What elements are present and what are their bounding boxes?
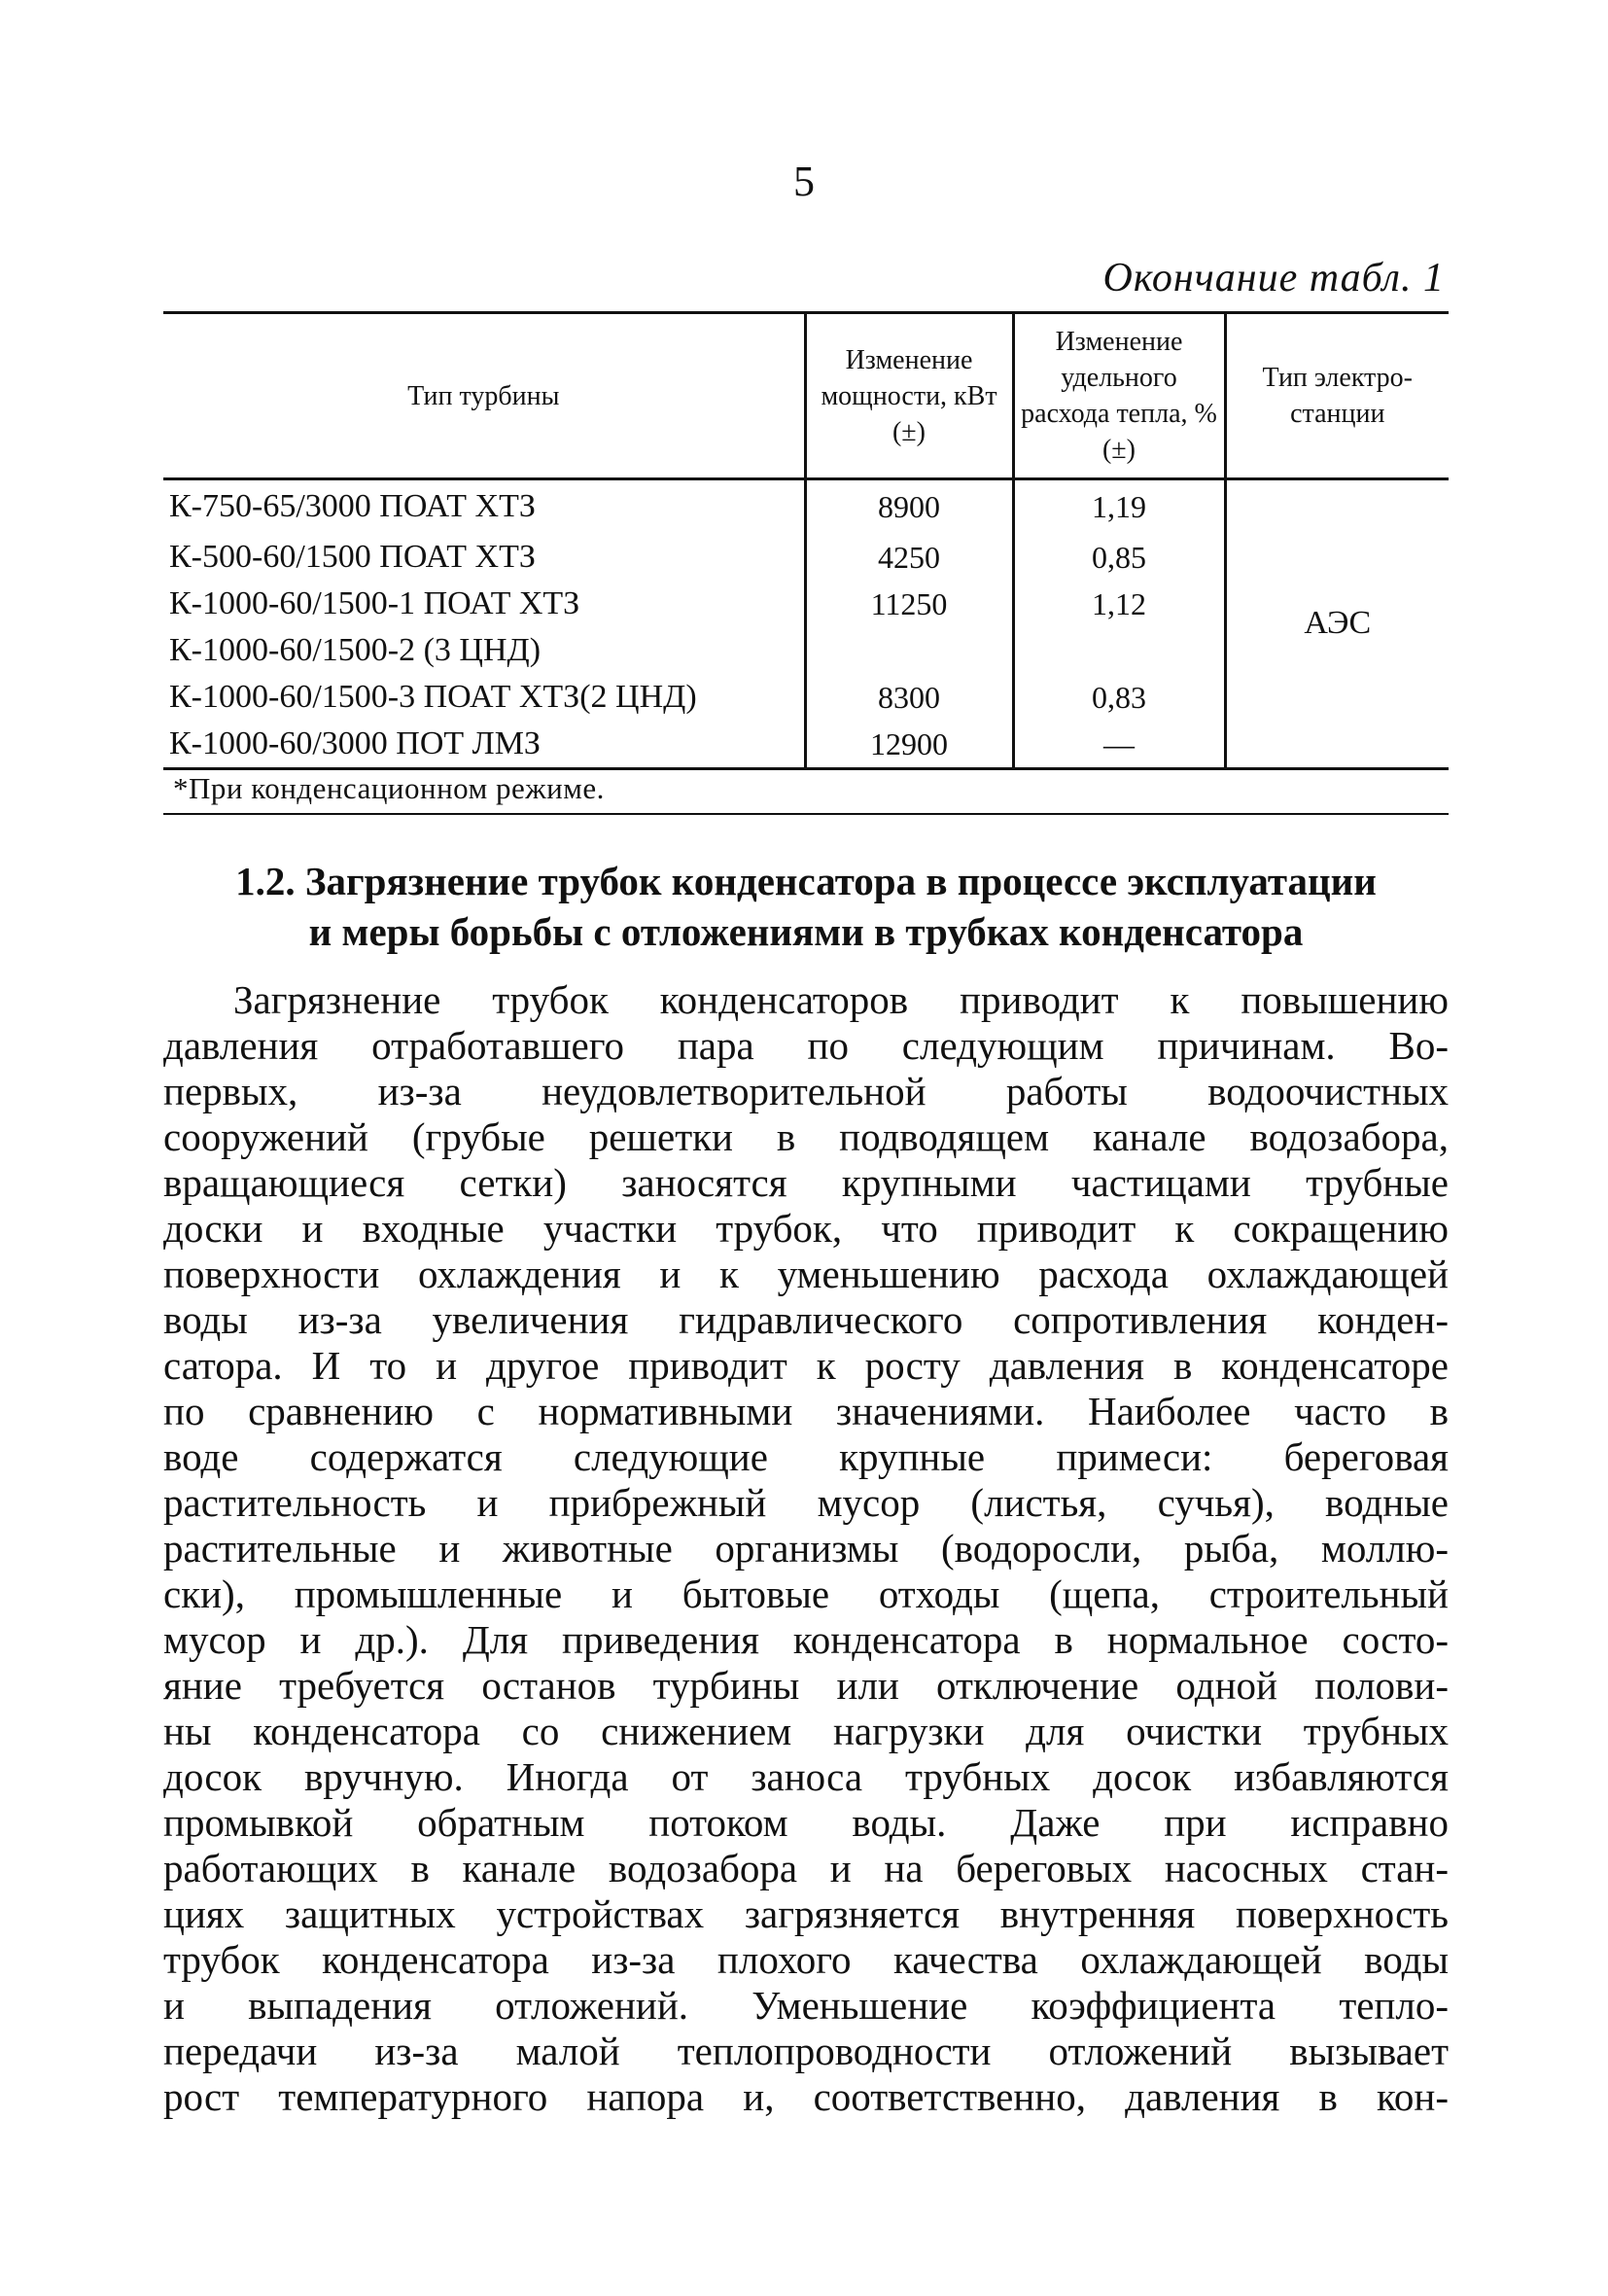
turbine-type-cell: К-1000-60/3000 ПОТ ЛМЗ — [163, 721, 805, 769]
header-heat-rate-change: Изменение удельного расхода тепла, % (±) — [1013, 313, 1225, 479]
station-type-cell: АЭС — [1304, 605, 1372, 642]
header-station-type: Тип электро-станции — [1225, 313, 1449, 479]
turbine-table — [163, 311, 1449, 770]
section-heading-line: 1.2. Загрязнение трубок конденсатора в процессе эксплуатации — [235, 859, 1377, 903]
heat-rate-cell: 1,12 — [1013, 581, 1225, 627]
page-number: 5 — [793, 158, 815, 205]
body-line: ны конденсатора со снижением нагрузки для очистки трубных — [163, 1709, 1449, 1753]
turbine-type-cell: К-500-60/1500 ПОАТ ХТЗ — [163, 534, 805, 581]
body-line: давления отработавшего пара по следующим причинам. Во- — [163, 1023, 1449, 1068]
heat-rate-cell — [1013, 627, 1225, 674]
body-line: циях защитных устройствах загрязняется внутренняя поверхность — [163, 1891, 1449, 1936]
body-line: трубок конденсатора из-за плохого качества охлаждающей воды — [163, 1937, 1449, 1982]
heat-rate-cell: 0,85 — [1013, 534, 1225, 581]
body-line: сатора. И то и другое приводит к росту давления в конденсаторе — [163, 1343, 1449, 1388]
header-power-change: Изменение мощности, кВт (±) — [805, 313, 1013, 479]
turbine-table-container — [163, 311, 1449, 770]
table-row — [163, 479, 1449, 534]
body-line: мусор и др.). Для приведения конденсатора в нормальное состо- — [163, 1617, 1449, 1662]
heat-rate-cell: 1,19 — [1013, 479, 1225, 534]
body-line: досок вручную. Иногда от заноса трубных досок избавляются — [163, 1754, 1449, 1799]
heat-rate-cell: 0,83 — [1013, 674, 1225, 721]
body-line: первых, из-за неудовлетворительной работы водоочистных — [163, 1069, 1449, 1113]
body-line: по сравнению с нормативными значениями. Наиболее часто в — [163, 1389, 1449, 1433]
body-line: растительность и прибрежный мусор (листья, сучья), водные — [163, 1480, 1449, 1525]
body-line: сооружений (грубые решетки в подводящем канале водозабора, — [163, 1114, 1449, 1159]
turbine-type-cell: К-1000-60/1500-3 ПОАТ ХТЗ(2 ЦНД) — [163, 674, 805, 721]
power-change-cell: 4250 — [805, 534, 1013, 581]
header-turbine-type: Тип турбины — [163, 313, 805, 479]
table-header-row — [163, 313, 1449, 479]
body-line: яние требуется останов турбины или отключение одной полови- — [163, 1663, 1449, 1708]
body-line: доски и входные участки трубок, что приводит к сокращению — [163, 1206, 1449, 1251]
section-heading-line: и меры борьбы с отложениями в трубках конденсатора — [308, 909, 1304, 954]
body-line: воды из-за увеличения гидравлического сопротивления конден- — [163, 1297, 1449, 1342]
section-body — [163, 977, 1449, 2120]
heat-rate-cell: — — [1013, 721, 1225, 769]
table-caption: Окончание табл. 1 — [1102, 256, 1445, 300]
power-change-cell: 12900 — [805, 721, 1013, 769]
power-change-cell: 8300 — [805, 674, 1013, 721]
body-line: работающих в канале водозабора и на береговых насосных стан- — [163, 1846, 1449, 1890]
body-line: вращающиеся сетки) заносятся крупными частицами трубные — [163, 1160, 1449, 1205]
power-change-cell: 11250 — [805, 581, 1013, 627]
turbine-type-cell: К-1000-60/1500-2 (3 ЦНД) — [163, 627, 805, 674]
power-change-cell: 8900 — [805, 479, 1013, 534]
turbine-type-cell: К-1000-60/1500-1 ПОАТ ХТЗ — [163, 581, 805, 627]
body-line: и выпадения отложений. Уменьшение коэффициента тепло- — [163, 1983, 1449, 2028]
body-line: передачи из-за малой теплопроводности отложений вызывает — [163, 2029, 1449, 2073]
body-line: растительные и животные организмы (водоросли, рыба, моллю- — [163, 1526, 1449, 1571]
body-line: поверхности охлаждения и к уменьшению расхода охлаждающей — [163, 1252, 1449, 1296]
body-line: воде содержатся следующие крупные примеси: береговая — [163, 1434, 1449, 1479]
power-change-cell — [805, 627, 1013, 674]
section-heading — [163, 856, 1449, 957]
table-footnote: *При конденсационном режиме. — [173, 771, 605, 805]
body-line: Загрязнение трубок конденсаторов приводит к повышению — [233, 977, 1449, 1022]
body-line: ски), промышленные и бытовые отходы (щепа, строительный — [163, 1572, 1449, 1616]
footnote-divider — [163, 813, 1449, 815]
turbine-type-cell: К-750-65/3000 ПОАТ ХТЗ — [163, 479, 805, 534]
body-line: промывкой обратным потоком воды. Даже при исправно — [163, 1800, 1449, 1845]
body-line: рост температурного напора и, соответственно, давления в кон- — [163, 2074, 1449, 2119]
